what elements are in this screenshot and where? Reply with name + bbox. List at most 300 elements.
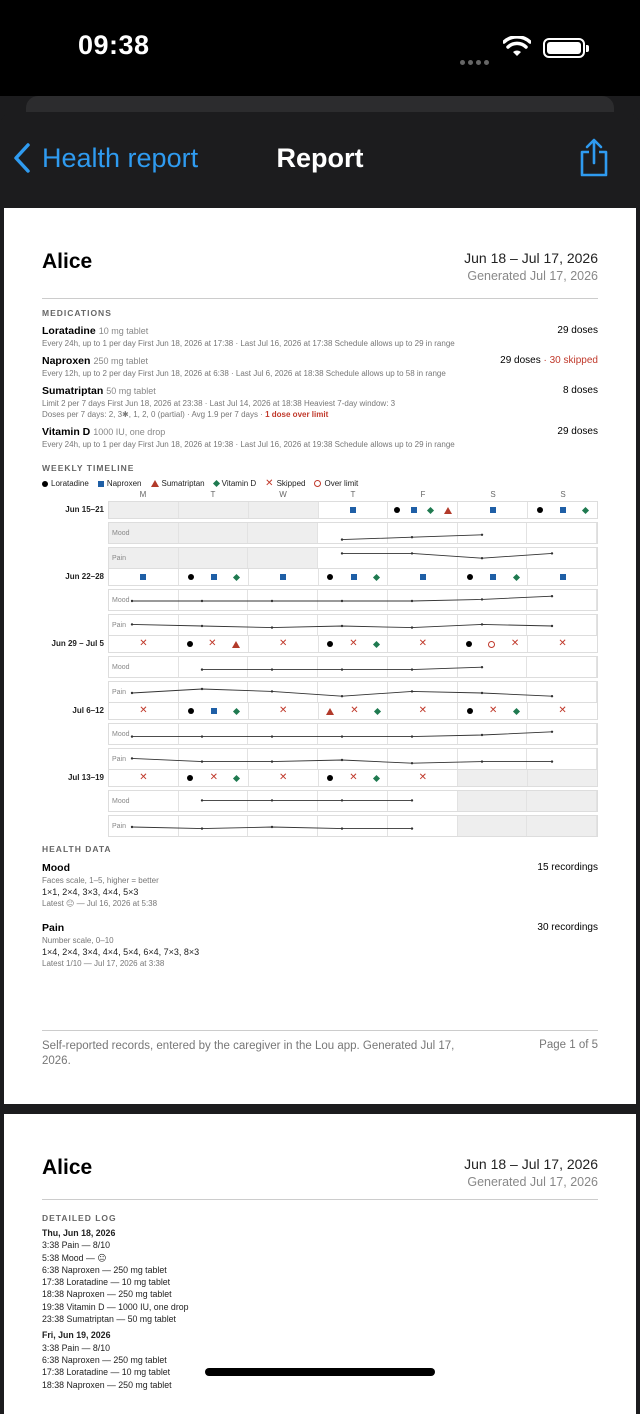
cellular-signal-icon (460, 52, 492, 58)
date-range: Jun 18 – Jul 17, 2026 (464, 250, 598, 266)
week-label: Jun 22–28 (65, 572, 104, 581)
timeline-legend (42, 479, 598, 488)
loratadine-dose-icon (327, 574, 333, 580)
day-cell (109, 502, 179, 518)
diamond-icon (213, 480, 220, 487)
mood-point (341, 668, 343, 670)
mood-point (481, 534, 483, 536)
skipped-dose-icon: ✕ (418, 772, 428, 783)
timeline-heading: WEEKLY TIMELINE (42, 463, 135, 473)
day-cell (528, 569, 597, 585)
dose-marks (458, 569, 527, 585)
medication-name (42, 385, 598, 397)
skipped-dose-icon: ✕ (208, 638, 217, 649)
medication-name-text: Naproxen (42, 355, 91, 367)
medication-row (42, 426, 598, 449)
pain-row-label: Pain (112, 756, 127, 763)
day-cell (249, 569, 319, 585)
log-entry: 18:38 Naproxen — 250 mg tablet (42, 1379, 172, 1390)
dose-marks (179, 636, 248, 652)
day-cell (528, 770, 597, 786)
log-entry: 17:38 Loratadine — 10 mg tablet (42, 1277, 171, 1288)
circle-icon (314, 480, 321, 487)
pain-point (341, 695, 343, 697)
medication-detail (42, 369, 598, 378)
day-cell (109, 703, 179, 719)
medication-detail-text: Doses per 7 days: 2, 3✱, 1, 2, 0 (partial) · Avg 1.9 per 7 days · (42, 410, 266, 419)
legend-over-limit: Over limit (314, 479, 358, 488)
day-cell (249, 502, 319, 518)
pain-point (551, 695, 553, 697)
share-icon[interactable] (577, 138, 611, 178)
dose-marks (109, 770, 178, 786)
mood-track (108, 723, 598, 745)
medication-name-text: Vitamin D (42, 426, 91, 438)
mood-row-label: Mood (112, 731, 130, 738)
medication-name-text: Sumatriptan (42, 385, 104, 397)
mood-sparkline (109, 590, 599, 612)
cross-icon: ✕ (265, 477, 274, 489)
mood-track (108, 522, 598, 544)
pain-sparkline (109, 682, 599, 704)
health-metric (42, 922, 598, 968)
naproxen-dose-icon (211, 708, 217, 714)
dose-marks (319, 502, 388, 518)
day-cell (528, 703, 597, 719)
skipped-dose-icon: ✕ (350, 705, 359, 716)
vitamin-d-dose-icon (512, 573, 519, 580)
battery-icon (543, 38, 585, 58)
report-page-1 (4, 208, 636, 1104)
pain-point (131, 692, 133, 694)
mood-sparkline (109, 657, 599, 679)
day-cell (109, 636, 179, 652)
day-cell (458, 569, 528, 585)
medication-detail (42, 440, 598, 449)
health-metric (42, 862, 598, 908)
vitamin-d-dose-icon (373, 707, 380, 714)
mood-point (481, 666, 483, 668)
timeline-section (42, 463, 598, 488)
skipped-dose-icon: ✕ (558, 705, 567, 716)
day-labels (108, 490, 598, 499)
week-label: Jul 6–12 (72, 706, 104, 715)
page-number: Page 1 of 5 (539, 1039, 598, 1051)
week-block (65, 501, 598, 569)
mood-point (481, 598, 483, 600)
day-cell (179, 636, 249, 652)
status-bar (0, 0, 640, 96)
legend-sumatriptan: Sumatriptan (151, 479, 205, 488)
day-cell (458, 770, 528, 786)
dose-marks (249, 636, 318, 652)
week-block (65, 568, 598, 636)
vitamin-d-dose-icon (582, 506, 589, 513)
skipped-dose-icon: ✕ (278, 638, 288, 649)
mood-point (551, 731, 553, 733)
pain-sparkline (109, 749, 599, 771)
loratadine-dose-icon (327, 775, 333, 781)
back-label: Health report (42, 142, 199, 173)
day-cell (458, 636, 528, 652)
sumatriptan-dose-icon (232, 641, 240, 648)
log-entry: 17:38 Loratadine — 10 mg tablet (42, 1367, 171, 1378)
day-label: T (210, 490, 216, 499)
pain-row-label: Pain (112, 622, 127, 629)
medication-row (42, 325, 598, 348)
pain-point (411, 552, 413, 554)
vitamin-d-dose-icon (427, 506, 434, 513)
loratadine-dose-icon (188, 708, 194, 714)
metric-name: Pain (42, 922, 65, 934)
week-block (67, 769, 598, 837)
mood-point (131, 735, 133, 737)
medication-form: 250 mg tablet (93, 356, 148, 366)
mood-track (108, 656, 598, 678)
day-cell (319, 703, 389, 719)
vitamin-d-dose-icon (373, 640, 380, 647)
pain-point (341, 552, 343, 554)
skipped-dose-icon: ✕ (139, 638, 148, 649)
pain-point (271, 826, 273, 828)
medications-section (42, 308, 598, 449)
skipped-dose-icon: ✕ (139, 772, 148, 783)
log-day-heading: Fri, Jun 19, 2026 (42, 1330, 111, 1341)
health-heading: HEALTH DATA (42, 844, 112, 854)
skipped-dose-icon: ✕ (209, 772, 218, 783)
mood-track (108, 589, 598, 611)
day-cell (319, 569, 389, 585)
dose-marks (319, 703, 388, 719)
medications-heading: MEDICATIONS (42, 308, 112, 318)
mood-point (271, 799, 273, 801)
patient-name: Alice (42, 1156, 93, 1179)
mood-row-label: Mood (112, 530, 130, 537)
week-label: Jun 15–21 (65, 505, 104, 514)
metric-latest: Latest 😐 — Jul 16, 2026 at 5:38 (42, 899, 158, 908)
square-icon (98, 481, 104, 487)
pain-point (481, 692, 483, 694)
skipped-dose-icon: ✕ (510, 638, 520, 649)
dose-marks (179, 770, 248, 786)
sumatriptan-dose-icon (444, 507, 452, 514)
medication-detail-text: Limit 2 per 7 days First Jun 18, 2026 at 23:38 · Last Jul 14, 2026 at 18:38 Heaviest 7-day window: 3 (42, 399, 396, 408)
vitamin-d-dose-icon (233, 573, 240, 580)
dose-marks (528, 636, 597, 652)
medication-form: 50 mg tablet (106, 386, 156, 396)
mood-sparkline (109, 791, 599, 813)
skipped-dose-icon: ✕ (418, 705, 428, 716)
dose-marks (528, 502, 597, 518)
metric-latest: Latest 1/10 — Jul 17, 2026 at 3:38 (42, 959, 165, 968)
health-data-section (42, 844, 598, 968)
legend-vitamin-d: Vitamin D (214, 479, 257, 488)
loratadine-dose-icon (467, 708, 473, 714)
vitamin-d-dose-icon (373, 573, 380, 580)
medication-row (42, 355, 598, 378)
dose-marks (388, 703, 457, 719)
day-cell (109, 569, 179, 585)
day-cell (249, 636, 319, 652)
footer-text: Self-reported records, entered by the caregiver in the Lou app. Generated Jul 17, 2026. (42, 1040, 455, 1067)
pain-point (201, 688, 203, 690)
pain-sparkline (109, 615, 599, 637)
week-label: Jun 29 – Jul 5 (51, 639, 104, 648)
medication-count (557, 325, 598, 336)
log-day-heading: Thu, Jun 18, 2026 (42, 1228, 116, 1238)
pain-point (201, 625, 203, 627)
day-cell (388, 703, 458, 719)
medication-row-track (108, 568, 598, 586)
pain-point (551, 760, 553, 762)
pain-track (108, 815, 598, 837)
mood-point (411, 668, 413, 670)
dose-marks (179, 569, 248, 585)
dose-marks (249, 703, 318, 719)
week-block (72, 702, 598, 770)
mood-sparkline (109, 724, 599, 746)
generated-date: Generated Jul 17, 2026 (467, 1175, 598, 1189)
log-entry: 3:38 Pain — 8/10 (42, 1342, 110, 1353)
naproxen-dose-icon (490, 507, 496, 513)
naproxen-dose-icon (350, 507, 356, 513)
dose-marks (109, 502, 178, 518)
log-entry: 5:38 Mood — 😐 (42, 1252, 107, 1263)
mood-point (411, 735, 413, 737)
pain-track (108, 748, 598, 770)
loratadine-dose-icon (394, 507, 400, 513)
date-range-block (464, 250, 598, 283)
day-cell (388, 502, 458, 518)
pain-point (131, 757, 133, 759)
mood-row-label: Mood (112, 664, 130, 671)
generated-date: Generated Jul 17, 2026 (467, 269, 598, 283)
skipped-dose-icon: ✕ (489, 705, 498, 716)
pain-row-label: Pain (112, 823, 127, 830)
naproxen-dose-icon (411, 507, 417, 513)
pain-point (131, 826, 133, 828)
medication-row-track (108, 702, 598, 720)
dose-marks (249, 770, 318, 786)
mood-point (271, 668, 273, 670)
dose-marks (528, 569, 597, 585)
day-cell (179, 569, 249, 585)
naproxen-dose-icon (560, 574, 566, 580)
pain-sparkline (109, 816, 599, 838)
mood-point (271, 600, 273, 602)
skipped-count: · 30 skipped (540, 355, 598, 366)
pain-point (201, 827, 203, 829)
skipped-dose-icon: ✕ (349, 772, 358, 783)
day-cell (319, 636, 389, 652)
status-time: 09:38 (78, 30, 150, 60)
patient-name: Alice (42, 250, 93, 273)
day-cell (109, 770, 179, 786)
pain-point (481, 623, 483, 625)
pain-row-label: Pain (112, 689, 127, 696)
pain-track (108, 547, 598, 569)
page-header (42, 1156, 598, 1196)
vitamin-d-dose-icon (513, 707, 520, 714)
pain-point (481, 557, 483, 559)
day-label: W (279, 490, 287, 499)
log-heading: DETAILED LOG (42, 1213, 117, 1223)
loratadine-dose-icon (188, 574, 194, 580)
pain-point (411, 827, 413, 829)
day-cell (388, 770, 458, 786)
mood-point (201, 668, 203, 670)
mood-point (201, 799, 203, 801)
dose-marks (388, 569, 457, 585)
medication-detail-text: Every 24h, up to 1 per day First Jun 18, 2026 at 17:38 · Last Jul 16, 2026 at 17:38 Schedule allows up to 29 in range (42, 339, 455, 348)
pain-point (131, 623, 133, 625)
mood-point (341, 735, 343, 737)
dose-marks (249, 502, 318, 518)
medication-count (500, 355, 598, 366)
pain-sparkline (109, 548, 599, 570)
pain-point (411, 762, 413, 764)
medication-row-track (108, 501, 598, 519)
pain-point (551, 552, 553, 554)
mood-point (411, 600, 413, 602)
home-indicator (205, 1368, 435, 1376)
dose-marks (319, 569, 388, 585)
metric-distribution: 1×1, 2×4, 3×3, 4×4, 5×3 (42, 887, 139, 897)
medication-detail (42, 410, 598, 419)
date-range-block (464, 1156, 598, 1189)
dose-marks (109, 703, 178, 719)
day-cell (458, 502, 528, 518)
dose-marks (458, 770, 527, 786)
medication-row-track (108, 769, 598, 787)
date-range: Jun 18 – Jul 17, 2026 (464, 1156, 598, 1172)
dose-marks (179, 502, 248, 518)
pain-line (342, 553, 552, 558)
page-header (42, 250, 598, 290)
medication-detail-text: Every 24h, up to 1 per day First Jun 18, 2026 at 19:38 · Last Jul 16, 2026 at 19:38 Schedule allows up to 29 in range (42, 440, 455, 449)
dose-count: 29 doses (557, 325, 598, 336)
vitamin-d-dose-icon (233, 774, 240, 781)
sumatriptan-dose-icon (326, 708, 334, 715)
day-cell (179, 703, 249, 719)
mood-point (481, 734, 483, 736)
metric-name: Mood (42, 862, 70, 874)
vitamin-d-dose-icon (233, 707, 240, 714)
log-entry: 18:38 Naproxen — 250 mg tablet (42, 1289, 172, 1300)
naproxen-dose-icon (490, 574, 496, 580)
mood-point (201, 735, 203, 737)
pain-point (201, 760, 203, 762)
log-entry: 6:38 Naproxen — 250 mg tablet (42, 1264, 167, 1275)
log-entry: 23:38 Sumatriptan — 50 mg tablet (42, 1314, 176, 1325)
loratadine-dose-icon (537, 507, 543, 513)
navigation-bar (0, 112, 640, 204)
day-label: S (560, 490, 566, 499)
log-entry: 6:38 Naproxen — 250 mg tablet (42, 1354, 167, 1365)
detailed-log-section (42, 1213, 598, 1391)
divider (42, 1199, 598, 1200)
metric-distribution: 1×4, 2×4, 3×4, 4×4, 5×4, 6×4, 7×3, 8×3 (42, 947, 200, 957)
dose-marks (458, 703, 527, 719)
dose-count: 29 doses (557, 426, 598, 437)
medication-count (557, 426, 598, 437)
over-limit-note: 1 dose over limit (265, 410, 329, 419)
page-footer (42, 1030, 598, 1069)
dose-count: 29 doses (500, 355, 541, 366)
pain-point (551, 625, 553, 627)
day-cell (388, 636, 458, 652)
day-cell (179, 770, 249, 786)
pain-track (108, 681, 598, 703)
pain-point (341, 827, 343, 829)
mood-point (411, 799, 413, 801)
mood-point (341, 600, 343, 602)
skipped-dose-icon: ✕ (278, 772, 288, 783)
loratadine-dose-icon (467, 574, 473, 580)
loratadine-dose-icon (327, 641, 333, 647)
mood-row-label: Mood (112, 798, 130, 805)
legend-skipped: ✕ Skipped (265, 477, 306, 489)
metric-count: 30 recordings (537, 922, 598, 933)
pain-point (341, 759, 343, 761)
day-cell (388, 569, 458, 585)
pain-track (108, 614, 598, 636)
day-cell (179, 502, 249, 518)
mood-point (411, 536, 413, 538)
pain-point (481, 760, 483, 762)
mood-point (551, 595, 553, 597)
day-cell (528, 636, 597, 652)
mood-track (108, 790, 598, 812)
medication-form: 1000 IU, one drop (93, 427, 166, 437)
dose-marks (528, 770, 597, 786)
dose-count: 8 doses (562, 385, 598, 396)
skipped-dose-icon: ✕ (418, 638, 428, 649)
skipped-dose-icon: ✕ (139, 705, 148, 716)
medication-name (42, 426, 598, 438)
dose-marks (458, 502, 527, 518)
day-cell (249, 703, 319, 719)
naproxen-dose-icon (211, 574, 217, 580)
mood-point (131, 600, 133, 602)
medication-count (563, 385, 598, 396)
dot-icon (42, 481, 48, 487)
week-label: Jul 13–19 (67, 773, 104, 782)
loratadine-dose-icon (466, 641, 472, 647)
medication-form: 10 mg tablet (98, 326, 149, 336)
naproxen-dose-icon (280, 574, 286, 580)
mood-point (271, 735, 273, 737)
loratadine-dose-icon (187, 641, 193, 647)
medication-row (42, 385, 598, 419)
dose-marks (458, 636, 527, 652)
metric-scale: Number scale, 0–10 (42, 936, 114, 945)
log-entry: 19:38 Vitamin D — 1000 IU, one drop (42, 1301, 189, 1312)
pain-point (271, 626, 273, 628)
pain-point (271, 760, 273, 762)
day-label: S (490, 490, 496, 499)
day-label: F (420, 490, 426, 499)
day-label: T (350, 490, 356, 499)
legend-loratadine: Loratadine (42, 479, 89, 488)
dose-marks (388, 502, 457, 518)
mood-point (341, 538, 343, 540)
dose-marks (528, 703, 597, 719)
pain-point (411, 690, 413, 692)
day-cell (249, 770, 319, 786)
dose-marks (179, 703, 248, 719)
week-block (51, 635, 598, 703)
